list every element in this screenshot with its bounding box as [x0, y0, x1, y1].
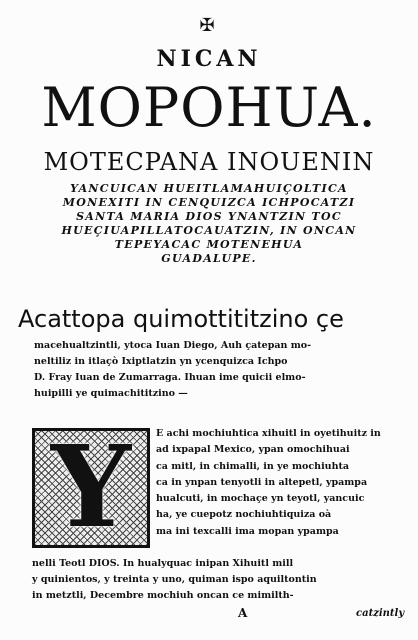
subtitle-line: SANTA MARIA DIOS YNANTZIN TOC — [76, 210, 342, 223]
subtitle-line: HUEÇIUAPILLATOCAUATZIN, IN ONCAN — [61, 224, 357, 237]
catchword: catzintly — [356, 608, 405, 619]
body-line: ha, ye cuepotz nochiuhtiquiza oà — [156, 509, 332, 521]
body-line: ma ini texcalli ima mopan ypampa — [156, 525, 339, 537]
subtitle-line: YANCUICAN HUEITLAMAHUIÇOLTICA — [70, 182, 348, 195]
cross-ornament-icon: ✠ — [199, 15, 215, 36]
initial-letter: Y — [51, 422, 131, 553]
title-line-1: NICAN — [156, 46, 262, 72]
subtitle-line: TEPEYACAC MOTENEHUA — [114, 238, 304, 251]
subtitle-line: GUADALUPE. — [161, 252, 257, 265]
body-line: ca mitl, in chimalli, in ye mochiuhta — [156, 460, 350, 472]
section-heading: Acattopa quimottititzino çe — [18, 305, 344, 333]
body-line: ca in ynpan tenyotli in altepetl, ypampa — [156, 476, 368, 488]
body-line: nelli Teotl DIOS. In hualyquac inipan Xihuitl mill — [32, 558, 294, 569]
body-line: ad ixpapal Mexico, ypan omochihuai — [156, 444, 350, 456]
body-line: E achi mochiuhtica xihuitl in oyetihuitz in — [156, 428, 381, 439]
intro-line: huipilli ye quimachititzino — — [34, 388, 188, 399]
signature-mark: A — [238, 606, 248, 620]
intro-paragraph — [34, 338, 392, 402]
intro-line: D. Fray Iuan de Zumarraga. Ihuan ime quicii elmo- — [34, 372, 306, 383]
subtitle-block — [20, 182, 398, 266]
body-line: hualcuti, in mochaçe yn teyotl, yancuic — [156, 493, 365, 505]
intro-line: neltiliz in itlaçò Ixiptlatzin yn ycenquizca Ichpo — [34, 356, 288, 367]
body-line: y quinientos, y treinta y uno, quiman ispo aquiltontin — [32, 574, 317, 585]
subtitle-line: MONEXITI IN CENQUIZCA ICHPOCATZI — [62, 196, 356, 209]
title-line-2: MOPOHUA. — [41, 76, 377, 139]
body-text-full-width — [32, 556, 404, 604]
intro-line: macehualtzintli, ytoca Iuan Diego, Auh çatepan mo- — [34, 340, 312, 351]
decorated-initial — [32, 422, 150, 553]
body-text-beside-initial — [156, 426, 400, 540]
body-line: in metztli, Decembre mochiuh oncan ce mimilth- — [32, 590, 294, 601]
title-line-3: MOTECPANA INOUENIN — [43, 148, 375, 176]
